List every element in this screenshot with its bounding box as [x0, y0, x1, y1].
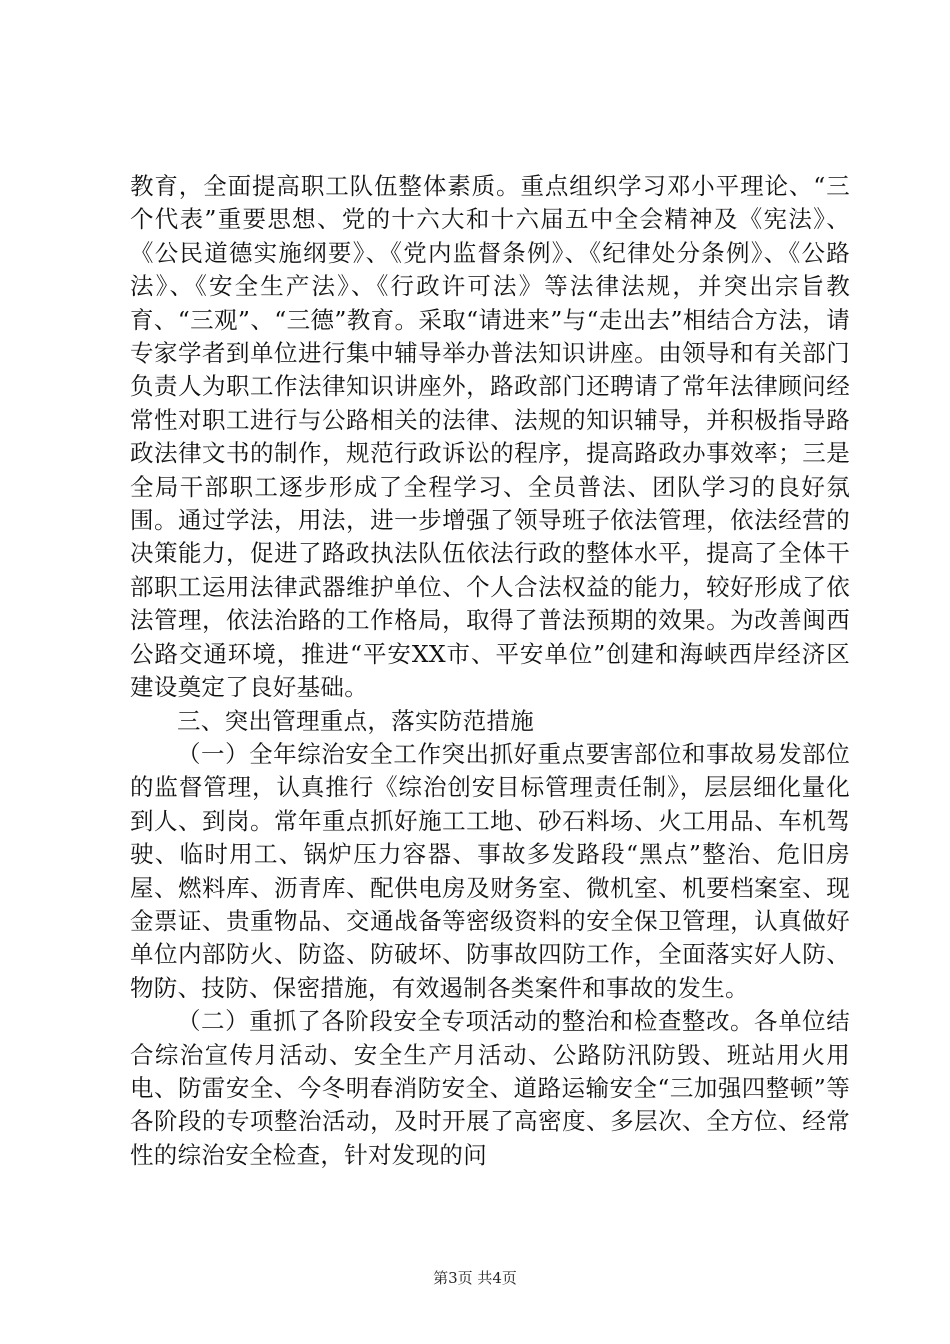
document-body — [130, 170, 850, 1172]
paragraph-item-1: （一）全年综治安全工作突出抓好重点要害部位和事故易发部位的监督管理，认真推行《综治创安目标管理责任制》，层层细化量化到人、到岗。常年重点抓好施工工地、砂石料场、火工用品、车机驾驶、临时用工、锅炉压力容器、事故多发路段“黑点”整治、危旧房屋、燃料库、沥青库、配供电房及财务室、微机室、机要档案室、现金票证、贵重物品、交通战备等密级资料的安全保卫管理，认真做好单位内部防火、防盗、防破坏、防事故四防工作，全面落实好人防、物防、技防、保密措施，有效遏制各类案件和事故的发生。 — [130, 739, 850, 1002]
page-number-footer: 第3页 共4页 — [433, 1269, 517, 1287]
paragraph-item-2: （二）重抓了各阶段安全专项活动的整治和检查整改。各单位结合综治宣传月活动、安全生产月活动、公路防汛防毁、班站用火用电、防雷安全、今冬明春消防安全、道路运输安全“三加强四整顿”等各阶段的专项整治活动，及时开展了高密度、多层次、全方位、经常性的综治安全检查，针对发现的问 — [130, 1007, 850, 1169]
section-heading: 三、突出管理重点，落实防范措施 — [177, 706, 534, 735]
paragraph-continuation: 教育，全面提高职工队伍整体素质。重点组织学习邓小平理论、“三个代表”重要思想、党的十六大和十六届五中全会精神及《宪法》、《公民道德实施纲要》、《党内监督条例》、《纪律处分条例》、《公路法》、《安全生产法》、《行政许可法》等法律法规，并突出宗旨教育、“三观”、“三德”教育。采取“请进来”与“走出去”相结合方法，请专家学者到单位进行集中辅导举办普法知识讲座。由领导和有关部门负责人为职工作法律知识讲座外，路政部门还聘请了常年法律顾问经常性对职工进行与公路相关的法律、法规的知识辅导，并积极指导路政法律文书的制作，规范行政诉讼的程序，提高路政办事效率；三是全局干部职工逐步形成了全程学习、全员普法、团队学习的良好氛围。通过学法，用法，进一步增强了领导班子依法管理，依法经营的决策能力，促进了路政执法队伍依法行政的整体水平，提高了全体干部职工运用法律武器维护单位、个人合法权益的能力，较好形成了依法管理，依法治路的工作格局，取得了普法预期的效果。为改善闽西公路交通环境，推进“平安XX市、平安单位”创建和海峡西岸经济区建设奠定了良好基础。 — [130, 172, 850, 702]
